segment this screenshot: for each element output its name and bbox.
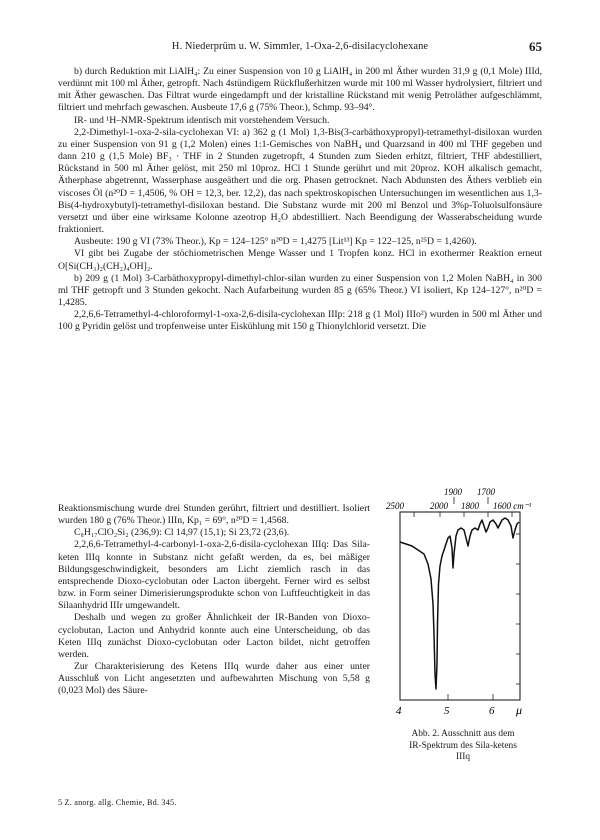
wavenumber-label: 2000 bbox=[430, 501, 448, 511]
paragraph: Zur Charakterisierung des Ketens IIIq wurde daher aus einer unter Ausschluß von Licht angesetzten und aufbewahrten Mischung von 5,58 g (0,023 Mol) des Säure- bbox=[58, 661, 370, 697]
spectrum-trace bbox=[400, 518, 519, 689]
left-column-text bbox=[58, 503, 370, 698]
paragraph: 2,2,6,6-Tetramethyl-4-carbonyl-1-oxa-2,6-disila-cyclohexan IIIq: Das Sila-keten IIIq konnte in Substanz nicht gefaßt werden, da es, bei mäßiger Bildungsgeschwindigkeit, besonders am Licht ziemlich rasch in das entsprechende Dioxo-cyclobutan oder Lacton übergeht. Ferner wird es selbst bzw. in Form seiner Dimerisierungsprodukte schon von Luftfeuchtigkeit in das Silaanhydrid IIIr umgewandelt. bbox=[58, 539, 370, 612]
running-title: H. Niederprüm u. W. Simmler, 1-Oxa-2,6-disilacyclohexane bbox=[171, 41, 429, 52]
caption-line: Abb. 2. Ausschnitt aus dem bbox=[411, 729, 515, 739]
bottom-label: 5 bbox=[444, 705, 450, 717]
body-text bbox=[58, 66, 542, 333]
paragraph: 2,2-Dimethyl-1-oxa-2-sila-cyclohexan VI: a) 362 g (1 Mol) 1,3-Bis(3-carbäthoxypropyl)-tetramethyl-disiloxan wurden zu einer Suspension von 91 g (1,2 Molen) eines 1:1-Gemisches von NaBH₄ und Quarzsand in 400 ml THF gegeben und dann 210 g (1,5 Mole) BF₃ · THF in 2 Stunden zugetropft, 4 Stunden zum Sieden erhitzt, filtriert, THF abdestilliert, Rückstand in 500 ml Äther gelöst, mit 250 ml 10proz. HCl 1 Stunde gerührt und mit 20proz. KOH alkalisch gemacht, Ätherphase abgetrennt, Wasserphase ausgeäthert und die org. Phasen getrocknet. Nach Abdunsten des Äthers verblieb ein viscoses Öl (n²⁰D = 1,4506, % OH = 12,3, ber. 12,2), das nach spektroskopischen Untersuchungen im wesentlichen aus 1,3-Bis(4-hydroxybutyl)-tetramethyl-disiloxan bestand. Die Substanz wurde mit 200 ml Benzol und 3%p-Toluolsulfonsäure versetzt und über eine wirksame Kolonne azeotrop H₂O abdestilliert. Nach Beendigung der Wasserabscheidung wurde fraktioniert. bbox=[58, 126, 542, 236]
ir-spectrum-plot bbox=[378, 484, 544, 724]
paragraph: b) durch Reduktion mit LiAlH₄: Zu einer Suspension von 10 g LiAlH₄ in 200 ml Äther wurden 31,9 g (0,1 Mole) IIId, verdünnt mit 100 ml Äther, getropft. Nach 4stündigem Rückflußerhitzen wurde mit 100 ml Wasser hydrolysiert, filtriert und mit Äther gewaschen. Das Filtrat wurde eingedampft und der kristalline Rückstand mit wenig Petroläther aufgeschlämmt, filtriert und mehrfach gewaschen. Ausbeute 17,6 g (75% Theor.), Schmp. 93–94°. bbox=[58, 66, 542, 114]
plot-frame bbox=[400, 512, 520, 700]
paragraph: b) 209 g (1 Mol) 3-Carbäthoxypropyl-dimethyl-chlor-silan wurden zu einer Suspension von 1,2 Molen NaBH₄ in 300 ml THF getropft und 3 Stunden gekocht. Nach Aufarbeitung wurden 85 g (65% Theor.) VI isoliert, Kp 124–127°, n²⁰D = 1,4285. bbox=[58, 272, 542, 308]
top-label: 1700 bbox=[477, 487, 495, 497]
paragraph: Deshalb und wegen zu großer Ähnlichkeit der IR-Banden von Dioxo-cyclobutan, Lacton und Anhydrid konnte auch eine Unterscheidung, ob das Keten IIIq zunächst Dioxo-cyclobutan oder Lacton bildet, nicht getroffen werden. bbox=[58, 612, 370, 660]
paragraph: Reaktionsmischung wurde drei Stunden gerührt, filtriert und destilliert. Isoliert wurden 180 g (76% Theor.) IIIn, Kp₁ = 69°, n²⁰D = 1,4568. bbox=[58, 503, 370, 527]
running-head bbox=[58, 40, 542, 56]
figure-caption bbox=[383, 729, 543, 764]
bottom-label: 6 bbox=[489, 705, 495, 717]
paragraph: Ausbeute: 190 g VI (73% Theor.), Kp = 124–125° n²⁰D = 1,4275 [Lit¹³] Kp = 122–125, n²⁵D = 1,4260). bbox=[74, 236, 477, 248]
caption-line: IR-Spektrum des Sila-ketens bbox=[409, 740, 517, 751]
paragraph: VI gibt bei Zugabe der stöchiometrischen Menge Wasser und 1 Tropfen konz. HCl in exothermer Reaktion erneut O[Si(CH₃)₂(CH₂)₄OH]₂. bbox=[58, 248, 542, 272]
bottom-label: 4 bbox=[396, 705, 402, 717]
paragraph: 2,2,6,6-Tetramethyl-4-chloroformyl-1-oxa-2,6-disila-cyclohexan IIIp: 218 g (1 Mol) IIIo²) wurden in 500 ml Äther und 100 g Pyridin gelöst und tropfenweise unter Eiskühlung mit 150 g Thionylchlorid versetzt. Die bbox=[58, 309, 542, 333]
top-label: 1900 bbox=[444, 487, 462, 497]
wavenumber-label: 1800 bbox=[461, 501, 479, 511]
page-number: 65 bbox=[529, 39, 542, 54]
paragraph: IR- und ¹H–NMR-Spektrum identisch mit vorstehendem Versuch. bbox=[74, 114, 330, 126]
bottom-label: μ bbox=[516, 703, 523, 717]
wavenumber-label: 1600 cm⁻¹ bbox=[493, 501, 532, 511]
paragraph: C₈H₁₇ClO₂Si₂ (236,9): Cl 14,97 (15,1); Si 23,72 (23,6). bbox=[74, 527, 290, 539]
wavenumber-label: 2500 bbox=[386, 501, 404, 511]
caption-line: IIIq bbox=[455, 752, 471, 762]
footnote: 5 Z. anorg. allg. Chemie, Bd. 345. bbox=[58, 798, 177, 807]
